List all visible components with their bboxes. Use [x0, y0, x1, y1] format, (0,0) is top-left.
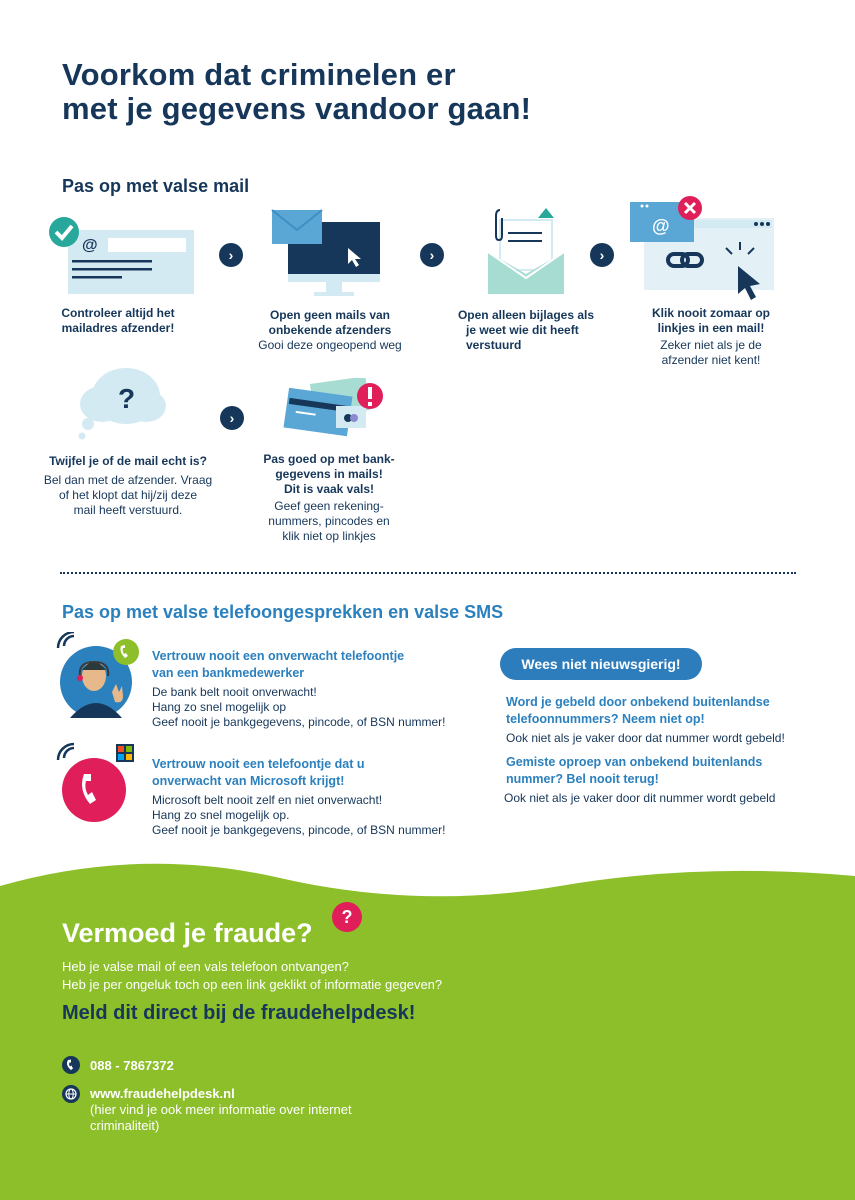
fraud-heading: Vermoed je fraude? — [62, 918, 313, 948]
monitor-mail-icon — [268, 208, 386, 300]
footer-background — [0, 856, 855, 1200]
microsoft-caller-icon — [56, 742, 146, 828]
step5-caption: Twijfel je of de mail echt is? Bel dan met de afzender. Vraag of het klopt dat hij/zij deze mail heeft verstuurd. — [43, 454, 213, 517]
question-cloud-icon — [74, 360, 170, 446]
next-arrow-3: › — [590, 243, 614, 267]
microsoft-warning: Vertrouw nooit een telefoontje dat u onverwacht van Microsoft krijgt! Microsoft belt nooit zelf en niet onverwacht! Hang zo snel mogelijk op. Geef nooit je bankgegevens, pincode, of BSN nummer! — [152, 757, 446, 837]
email-check-icon — [48, 216, 198, 296]
phone-icon — [62, 1056, 80, 1074]
phone-section-heading: Pas op met valse telefoongesprekken en valse SMS — [62, 602, 504, 622]
next-arrow-1: › — [219, 243, 243, 267]
svg-text:?: ? — [118, 383, 136, 414]
fraud-phone-link[interactable]: 088 - 7867372 — [90, 1058, 174, 1073]
fraud-website: www.fraudehelpdesk.nl (hier vind je ook meer informatie over internet criminaliteit) — [90, 1086, 430, 1134]
bank-warning: Vertrouw nooit een onverwacht telefoontje van een bankmedewerker De bank belt nooit onverwacht! Hang zo snel mogelijk op Geef nooit je bankgegevens, pincode, of BSN nummer! — [152, 649, 446, 729]
step6-caption: Pas goed op met bank- gegevens in mails! Dit is vaak vals! Geef geen rekening- nummers, pincodes en klik niet op linkjes — [263, 452, 395, 543]
link-click-icon — [628, 196, 778, 304]
step4-caption: Klik nooit zomaar op linkjes in een mail! Zeker niet als je de afzender niet kent! — [651, 306, 770, 367]
step2-caption: Open geen mails van onbekende afzenders Gooi deze ongeopend weg — [258, 308, 402, 352]
fraud-cta: Meld dit direct bij de fraudehelpdesk! — [62, 1002, 416, 1024]
attachment-envelope-icon — [486, 204, 566, 296]
step3-caption: Open alleen bijlages als je weet wie dit heeft verstuurd — [457, 308, 595, 352]
globe-icon — [62, 1085, 80, 1103]
section-divider — [60, 572, 796, 574]
curious-q2: Gemiste oproep van onbekend buitenlands nummer? Bel nooit terug! Ook niet als je vaker door dit nummer wordt gebeld — [504, 755, 776, 805]
question-badge-icon: ? — [332, 902, 362, 932]
curious-pill: Wees niet nieuwsgierig! — [500, 648, 702, 680]
next-arrow-4: › — [220, 406, 244, 430]
fraud-intro: Heb je valse mail of een vals telefoon ontvangen? Heb je per ongeluk toch op een link geklikt of informatie gegeven? — [62, 959, 443, 992]
bank-card-alert-icon — [282, 378, 386, 448]
next-arrow-2: › — [420, 243, 444, 267]
svg-text:@: @ — [652, 216, 670, 236]
bank-caller-icon — [56, 632, 146, 722]
svg-text:@: @ — [82, 237, 98, 254]
step1-caption: Controleer altijd het mailadres afzender! — [61, 306, 175, 335]
curious-q1: Word je gebeld door onbekend buitenlandse telefoonnummers? Neem niet op! Ook niet als je vaker door dat nummer wordt gebeld! — [506, 695, 785, 745]
mail-section-heading: Pas op met valse mail — [62, 176, 250, 196]
page-title: Voorkom dat criminelen er met je gegevens vandoor gaan! — [62, 57, 532, 126]
fraud-website-link[interactable]: www.fraudehelpdesk.nl — [90, 1086, 235, 1101]
